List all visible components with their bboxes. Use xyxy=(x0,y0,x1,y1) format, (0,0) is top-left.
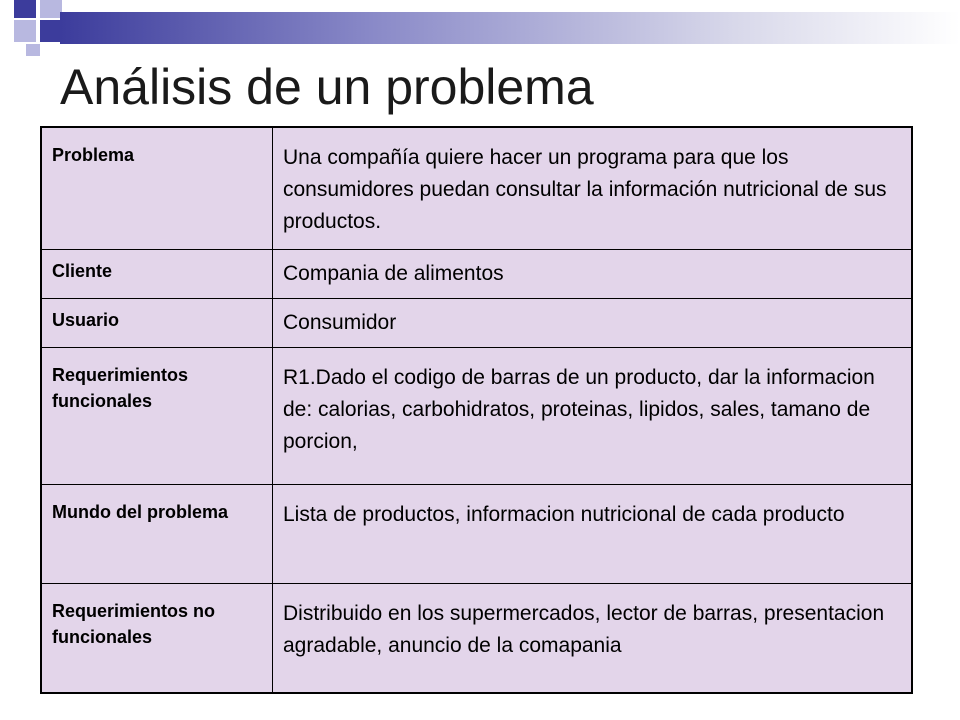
row-value-cliente: Compania de alimentos xyxy=(273,250,913,299)
row-label-mundo-del-problema: Mundo del problema xyxy=(41,485,273,584)
table-row xyxy=(41,348,912,485)
title-gradient-bar xyxy=(60,12,960,44)
row-value-requerimientos-no-funcionales: Distribuido en los supermercados, lector de barras, presentacion agradable, anuncio de la comapania xyxy=(273,584,913,694)
row-value-problema: Una compañía quiere hacer un programa para que los consumidores puedan consultar la información nutricional de sus productos. xyxy=(273,127,913,250)
analysis-table xyxy=(40,126,913,694)
row-label-requerimientos-no-funcionales: Requerimientos no funcionales xyxy=(41,584,273,694)
table-row xyxy=(41,250,912,299)
row-label-usuario: Usuario xyxy=(41,299,273,348)
decor-square-4 xyxy=(40,20,62,42)
row-label-cliente: Cliente xyxy=(41,250,273,299)
table-row xyxy=(41,584,912,694)
decor-square-1 xyxy=(14,0,36,18)
row-value-usuario: Consumidor xyxy=(273,299,913,348)
table-row xyxy=(41,485,912,584)
row-label-requerimientos-funcionales: Requerimientos funcionales xyxy=(41,348,273,485)
decor-square-2 xyxy=(40,0,62,18)
table-row xyxy=(41,299,912,348)
decor-square-3 xyxy=(14,20,36,42)
row-value-requerimientos-funcionales: R1.Dado el codigo de barras de un producto, dar la informacion de: calorias, carbohidratos, proteinas, lipidos, sales, tamano de porcion, xyxy=(273,348,913,485)
slide-title: Análisis de un problema xyxy=(60,59,594,115)
row-label-problema: Problema xyxy=(41,127,273,250)
table-row xyxy=(41,127,912,250)
decor-square-5 xyxy=(26,44,40,56)
row-value-mundo-del-problema: Lista de productos, informacion nutricional de cada producto xyxy=(273,485,913,584)
